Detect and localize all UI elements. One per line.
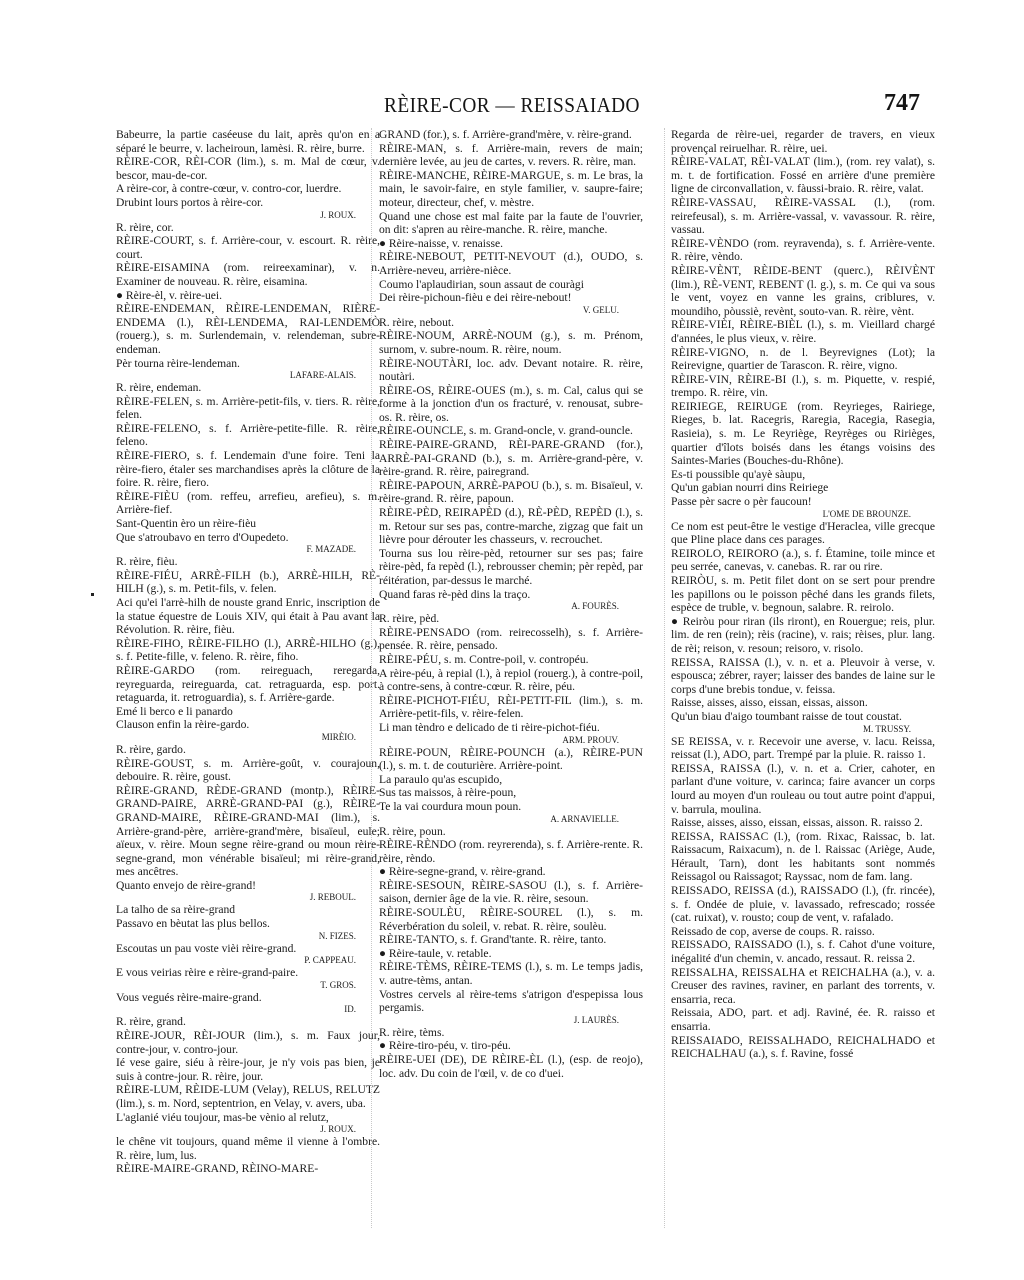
paragraph: R. rèire, endeman. bbox=[116, 381, 202, 395]
paragraph: Que s'atroubavo en terro d'Oupedeto. bbox=[116, 530, 289, 544]
paragraph: Aci qu'ei l'arrè-hilh de nouste grand Enric, inscription de la statue équestre de Louis XIV, qui était à Pau avant la Révolution. R. rèire, fièu. bbox=[116, 596, 380, 637]
paragraph: E vous veirias rèire e rèire-grand-paire. bbox=[116, 966, 299, 980]
paragraph: RÈIRE-NOUM, ARRÈ-NOUM (g.), s. m. Prénom, surnom, v. subre-noum. R. rèire, noum. bbox=[379, 329, 643, 356]
paragraph: RÈIRE-GOUST, s. m. Arrière-goût, v. courajoun, debouire. R. rèire, goust. bbox=[116, 756, 380, 784]
paragraph: RÈIRE-VÈNDO (rom. reyravenda), s. f. Arrière-vente. R. rèire, vèndo. bbox=[671, 236, 935, 264]
paragraph: T. GROS. bbox=[320, 979, 356, 990]
paragraph: Coumo l'aplaudirian, soun assaut de couràgi bbox=[379, 277, 584, 291]
paragraph: RÈIRE-FIERO, s. f. Lendemain d'une foire. Teni la rèire-fiero, étaler ses marchandises après la clôture de la foire. R. rèire, fiero. bbox=[116, 449, 380, 490]
paragraph: REISSADO, REISSA (d.), RAISSADO (l.), (fr. rincée), s. f. Ondée de pluie, v. lavassado, refrescado; rossée (cat. ruixat), v. rousto; coup de vent, v. rafalado. bbox=[671, 884, 935, 925]
paragraph: Ce nom est peut-être le vestige d'Heraclea, ville grecque que Pline place dans ces parages. bbox=[671, 519, 935, 547]
paragraph: RÈIRE-OUNCLE, s. m. Grand-oncle, v. grand-ouncle. bbox=[379, 424, 633, 438]
paragraph: RÈIRE-GARDO (rom. reireguach, reregarda, reyreguarda, reireguarda, cat. retraguarda, esp. port. retaguarda, it. retroguardia), s. f. Arrière-garde. bbox=[116, 663, 380, 705]
paragraph: Sus tas maissos, à rèire-poun, bbox=[379, 786, 517, 800]
paragraph: RÈIRE-PENSADO (rom. reirecosselh), s. f. Arrière-pensée. R. rèire, pensado. bbox=[379, 625, 643, 653]
paragraph: R. rèire, grand. bbox=[116, 1015, 186, 1029]
paragraph: J. LAURÈS. bbox=[573, 1014, 619, 1025]
paragraph: Reissaia, ADO, part. et adj. Raviné, ée. R. raisso et ensarria. bbox=[671, 1006, 935, 1033]
paragraph: N. FIZES. bbox=[318, 930, 356, 941]
paragraph: RÈIRE-VÈNT, RÈIDE-BENT (querc.), RÈIVÈNT (lim.), RÈ-VENT, REBENT (l. g.), s. m. Ce qui va sous le vent, voyez en vanne les grains, criblures, v. moundiho, pòussiè, revènt, souto-van. R. rèire, vènt. bbox=[671, 263, 935, 318]
paragraph: RÈIRE-COURT, s. f. Arrière-cour, v. escourt. R. rèire, court. bbox=[116, 234, 380, 261]
paragraph: RÈIRE-TÈMS, RÈIRE-TEMS (l.), s. m. Le temps jadis, v. autre-tèms, antan. bbox=[379, 960, 643, 988]
paragraph: R. rèire, poun. bbox=[379, 824, 446, 838]
paragraph: ● Rèire-naisse, v. renaisse. bbox=[379, 236, 504, 250]
paragraph: ● Rèire-segne-grand, v. rèire-grand. bbox=[379, 865, 546, 879]
paragraph: A rèire-péu, à repial (l.), à repiol (rouerg.), à contre-poil, à contre-sens, à contre-cœur. R. rèire, péu. bbox=[379, 666, 643, 694]
paragraph: Tourna sus lou rèire-pèd, retourner sur ses pas; faire rèire-pèd, fa repèd (l.), rebrousser chemin; pèr repèd, par réitération, par-dessus le marché. bbox=[379, 546, 643, 587]
column-separator bbox=[664, 128, 666, 1228]
paragraph: REIROLO, REIRORO (a.), s. f. Étamine, toile mince et peu serrée, canevas, v. canebas. R. rar ou rire. bbox=[671, 546, 935, 574]
paragraph: Raisse, aisses, aisso, eissan, eissas, aisson. R. raisso 2. bbox=[671, 816, 923, 830]
paragraph: Escoutas un pau voste vièi rèire-grand. bbox=[116, 941, 297, 955]
paragraph: RÈIRE-JOUR, RÈI-JOUR (lim.), s. m. Faux jour, contre-jour, v. contro-jour. bbox=[116, 1029, 380, 1056]
paragraph: RÈIRE-LUM, RÈIDE-LUM (Velay), RELUS, RELUTZ (lim.), s. m. Nord, septentrion, en Velay, v. avers, uba. bbox=[116, 1083, 380, 1110]
paragraph: RÈIRE-VASSAU, RÈIRE-VASSAL (l.), (rom. reirefeusal), s. m. Arrière-vassal, v. vavassour. R. rèire, vassau. bbox=[671, 195, 935, 237]
paragraph: Quanto envejo de rèire-grand! bbox=[116, 878, 257, 892]
paragraph: RÈIRE-TANTO, s. f. Grand'tante. R. rèire, tanto. bbox=[379, 933, 607, 947]
paragraph: RÈIRE-PÉU, s. m. Contre-poil, v. contropéu. bbox=[379, 652, 589, 666]
paragraph: ARM. PROUV. bbox=[562, 734, 619, 745]
paragraph: L'OME DE BROUNZE. bbox=[822, 508, 911, 519]
paragraph: La paraulo qu'as escupido, bbox=[379, 772, 503, 786]
paragraph: RÈIRE-OS, RÈIRE-OUES (m.), s. m. Cal, calus qui se forme à la jonction d'un os fracturé, v. renousat, subre-os. R. rèire, os. bbox=[379, 383, 643, 424]
paragraph: RÈIRE-FELEN, s. m. Arrière-petit-fils, v. tiers. R. rèire, felen. bbox=[116, 394, 380, 422]
paragraph: Ié vese gaire, siéu à rèire-jour, je n'y vois pas bien, je suis à contre-jour. R. rèire, jour. bbox=[116, 1056, 380, 1083]
paragraph: RÈIRE-GRAND, RÈDE-GRAND (montp.), RÈIRE-GRAND-PAIRE, ARRÈ-GRAND-PAI (g.), RÈIRE-GRAND-MAIRE, RÈIRE-GRAND-MAI (lim.), s. Arrière-grand-père, arrière-grand'mère, bisaïeul, eule; aïeux, v. rèire. Moun segne rèire-grand ou moun rèire-segne-grand, mon vénérable bisaïeul; mi rèire-grand, mes ancêtres. bbox=[116, 783, 380, 879]
paragraph: M. TRUSSY. bbox=[863, 723, 911, 734]
paragraph: RÈIRE-VIÈI, RÈIRE-BIÈL (l.), s. m. Vieillard chargé d'années, le plus vieux, v. rèire. bbox=[671, 318, 935, 345]
column-left bbox=[116, 128, 380, 1176]
paragraph: Es-ti poussible qu'ayè sàupu, bbox=[671, 467, 806, 481]
paragraph: RÈIRE-ENDEMAN, RÈIRE-LENDEMAN, RIÈRE-ENDEMA (l.), RÈI-LENDEMA, RAI-LENDEMÒ (rouerg.), s. m. Surlendemain, v. relendeman, subre-endeman. bbox=[116, 302, 380, 356]
paragraph: Regarda de rèire-uei, regarder de travers, en vieux provençal reiruelhar. R. rèire, uei. bbox=[671, 128, 935, 155]
paragraph: RÈIRE-COR, RÈI-COR (lim.), s. m. Mal de cœur, v. bescor, mau-de-cor. bbox=[116, 155, 380, 182]
page-title: RÈIRE-COR — REISSAIADO bbox=[384, 93, 640, 117]
paragraph: GRAND (for.), s. f. Arrière-grand'mère, v. rèire-grand. bbox=[379, 128, 632, 141]
paragraph: RÈIRE-VIN, RÈIRE-BI (l.), s. m. Piquette, v. respié, trempo. R. rèire, vin. bbox=[671, 372, 935, 400]
paragraph: R. rèire, pèd. bbox=[379, 612, 440, 626]
paragraph: Sant-Quentin èro un rèire-fièu bbox=[116, 517, 257, 531]
paragraph: Raisse, aisses, aisso, eissan, eissas, aisson. bbox=[671, 696, 868, 710]
paragraph: R. rèire, tèms. bbox=[379, 1025, 445, 1039]
paragraph: Passavo en bèutat las plus bellos. bbox=[116, 917, 270, 931]
page-number: 747 bbox=[884, 90, 920, 116]
paragraph: REISSALHA, REISSALHA et REICHALHA (a.), v. a. Creuser des ravines, raviner, en parlant des torrents, v. ensarria, reca. bbox=[671, 965, 935, 1006]
paragraph: R. rèire, nebout. bbox=[379, 315, 455, 329]
paragraph: RÈIRE-NOUTÀRI, loc. adv. Devant notaire. R. rèire, noutàri. bbox=[379, 356, 643, 384]
paragraph: Vous vegués rèire-maire-grand. bbox=[116, 990, 262, 1004]
paragraph: LAFARE-ALAIS. bbox=[289, 370, 356, 381]
paragraph: A. FOURÈS. bbox=[571, 601, 619, 612]
paragraph: J. ROUX. bbox=[320, 209, 356, 220]
paragraph: RÈIRE-NEBOUT, PETIT-NEVOUT (d.), OUDO, s. Arrière-neveu, arrière-nièce. bbox=[379, 250, 643, 277]
paragraph: Vostres cervels al rèire-tems s'atrigon d'espepissa lous pergamis. bbox=[379, 987, 643, 1015]
paragraph: ● Reiròu pour riran (ils riront), en Rouergue; reis, plur. lim. de ren (rein); rèis (racine), v. rais; rèises, plur. lang. de rèi; reison, v. resoun; reisoro, v. risolo. bbox=[671, 614, 935, 655]
paragraph: RÈIRE-VIGNO, n. de l. Beyrevignes (Lot); la Reirevigne, quartier de Tarascon. R. rèire, vigno. bbox=[671, 345, 935, 373]
paragraph: A. ARNAVIELLE. bbox=[550, 813, 619, 824]
paragraph: Quand faras rè-pèd dins la traço. bbox=[379, 587, 531, 601]
paragraph: le chêne vit toujours, quand même il vienne à l'ombre. R. rèire, lum, lus. bbox=[116, 1135, 380, 1162]
column-right bbox=[671, 128, 935, 1061]
paragraph: RÈIRE-PAIRE-GRAND, RÈI-PARE-GRAND (for.), ARRÈ-PAI-GRAND (b.), s. m. Arrière-grand-père, v. rèire-grand. R. rèire, pairegrand. bbox=[379, 438, 643, 479]
paragraph: REIRÒU, s. m. Petit filet dont on se sert pour prendre les papillons ou le poisson pêché dans les grands filets, espèce de truble, v. begnoun, salabre. R. reirolo. bbox=[671, 574, 935, 615]
paragraph: Reissado de cop, averse de coups. R. raisso. bbox=[671, 924, 875, 938]
paragraph: SE REISSA, v. r. Recevoir une averse, v. lacu. Reissa, reissat (l.), ADO, part. Trempé par la pluie. R. raisso 1. bbox=[671, 734, 935, 762]
paragraph: RÈIRE-VALAT, RÈI-VALAT (lim.), (rom. rey valat), s. m. t. de fortification. Fossé en arrière d'une première ligne de circonvallation, v. fàussi-braio. R. rèire, valat. bbox=[671, 155, 935, 196]
paragraph: REISSADO, RAISSADO (l.), s. f. Cahot d'une voiture, inégalité d'un chemin, v. ancado, ressaut. R. reissa 2. bbox=[671, 938, 935, 966]
paragraph: J. ROUX. bbox=[320, 1124, 356, 1135]
paragraph: Drubint lours portos à rèire-cor. bbox=[116, 195, 264, 209]
paragraph: REISSA, RAISSA (l.), v. n. et a. Pleuvoir à verse, v. espousca; zébrer, rayer; laisser des bandes de laine sur le corps d'une brebis tondue, v. feissa. bbox=[671, 655, 935, 696]
paragraph: RÈIRE-MANCHE, RÈIRE-MARGUE, s. m. Le bras, la main, le savoir-faire, en style familier, v. saupre-faire; moteur, directeur, chef, v. mèstre. bbox=[379, 168, 643, 209]
paragraph: F. MAZADE. bbox=[306, 544, 356, 555]
paragraph: RÈIRE-FELENO, s. f. Arrière-petite-fille. R. rèire, feleno. bbox=[116, 421, 380, 449]
paragraph: Qu'un biau d'aigo toumbant raisse de tout coustat. bbox=[671, 709, 902, 723]
paragraph: R. rèire, cor. bbox=[116, 220, 174, 234]
paragraph: RÈIRE-FIÈU (rom. reffeu, arrefieu, arefieu), s. m. Arrière-fief. bbox=[116, 489, 380, 517]
paragraph: RÈIRE-SOULÈU, RÈIRE-SOUREL (l.), s. m. Réverbération du soleil, v. rebat. R. rèire, soulèu. bbox=[379, 906, 643, 933]
column-separator bbox=[371, 128, 373, 1228]
paragraph: REISSA, RAISSA (l.), v. n. et a. Crier, cahoter, en parlant d'une voiture, v. carinca; faire avancer un corps lourd au moyen d'un rouleau ou tout autre point d'appui, v. barrula, moulina. bbox=[671, 761, 935, 816]
paragraph: Quand une chose est mal faite par la faute de l'ouvrier, on dit: s'apren au rèire-manche. R. rèire, manche. bbox=[379, 209, 643, 237]
paragraph: Li man tèndro e delicado de ti rèire-pichot-fiéu. bbox=[379, 720, 600, 734]
paragraph: RÈIRE-MAIRE-GRAND, RÈINO-MARE- bbox=[116, 1162, 319, 1176]
paragraph: Te la vai courdura moun poun. bbox=[379, 799, 522, 813]
column-middle bbox=[379, 128, 643, 1080]
print-speck bbox=[91, 593, 94, 596]
paragraph: RÈIRE-RÈNDO (rom. reyrerenda), s. f. Arrière-rente. R. rèire, rèndo. bbox=[379, 838, 643, 865]
paragraph: Pèr tourna rèire-lendeman. bbox=[116, 356, 240, 370]
paragraph: ● Rèire-tiro-péu, v. tiro-péu. bbox=[379, 1039, 511, 1053]
paragraph: RÈIRE-PAPOUN, ARRÈ-PAPOU (b.), s. m. Bisaïeul, v. rèire-grand. R. rèire, papoun. bbox=[379, 478, 643, 506]
paragraph: Clauson enfin la rèire-gardo. bbox=[116, 718, 250, 732]
paragraph: REISSA, RAISSAC (l.), (rom. Rixac, Raissac, b. lat. Raissacum, Raixacum), n. de l. Raissac (Ariège, Aude, Hérault, Tarn), dont les habitants sont nommés Reissagol ou Raissagot; Rayssac, nom de fam. lang. bbox=[671, 829, 935, 884]
paragraph: ID. bbox=[344, 1004, 356, 1015]
paragraph: RÈIRE-FIHO, RÈIRE-FILHO (l.), ARRÈ-HILHO (g.), s. f. Petite-fille, v. feleno. R. rèire, fiho. bbox=[116, 636, 380, 664]
paragraph: R. rèire, gardo. bbox=[116, 742, 186, 756]
paragraph: R. rèire, fièu. bbox=[116, 555, 178, 569]
paragraph: Emé li berco e li panardo bbox=[116, 704, 233, 718]
paragraph: La talho de sa rèire-grand bbox=[116, 903, 236, 917]
paragraph: RÈIRE-SESOUN, RÈIRE-SASOU (l.), s. f. Arrière-saison, dernier âge de la vie. R. rèire, sesoun. bbox=[379, 878, 643, 906]
paragraph: RÈIRE-POUN, RÈIRE-POUNCH (a.), RÈIRE-PUN (l.), s. m. t. de couturière. Arrière-point. bbox=[379, 745, 643, 773]
paragraph: J. REBOUL. bbox=[309, 892, 356, 903]
paragraph: P. CAPPEAU. bbox=[304, 955, 356, 966]
paragraph: MIRÈIO. bbox=[321, 731, 356, 742]
paragraph: Passe pèr sacre o pèr faucoun! bbox=[671, 495, 812, 509]
paragraph: Qu'un gabian nourri dins Reiriege bbox=[671, 481, 829, 495]
paragraph: RÈIRE-MAN, s. f. Arrière-main, revers de main; dernière levée, au jeu de cartes, v. revers. R. rèire, man. bbox=[379, 141, 643, 169]
paragraph: ● Rèire-èl, v. rèire-uei. bbox=[116, 288, 223, 302]
paragraph: REIRIEGE, REIRUGE (rom. Reyrieges, Rairiege, Rieges, b. lat. Racegris, Raregia, Racegia, Rasegia, Rasieia), s. m. Le Reyriège, Reyrèges ou Ririèges, quartier d'îlots boisés dans les étangs voisins des Saintes-Maries (Bouches-du-Rhône). bbox=[671, 399, 935, 468]
paragraph: V. GELU. bbox=[582, 304, 619, 315]
paragraph: RÈIRE-FIÉU, ARRÈ-FILH (b.), ARRÈ-HILH, RÈ-HILH (g.), s. m. Petit-fils, v. felen. bbox=[116, 568, 380, 596]
paragraph: ● Rèire-taule, v. retable. bbox=[379, 946, 492, 960]
paragraph: A rèire-cor, à contre-cœur, v. contro-cor, luerdre. bbox=[116, 182, 342, 196]
paragraph: RÈIRE-UEI (DE), DE RÈIRE-ÈL (l.), (esp. de reojo), loc. adv. Du coin de l'œil, v. de co d'uei. bbox=[379, 1053, 643, 1080]
paragraph: RÈIRE-EISAMINA (rom. reireexaminar), v. n. Examiner de nouveau. R. rèire, eisamina. bbox=[116, 261, 380, 288]
paragraph: Babeurre, la partie caséeuse du lait, après qu'on en a séparé le beurre, v. lacheiroun, lamèsi. R. rèire, burre. bbox=[116, 128, 380, 155]
paragraph: REISSAIADO, REISSALHADO, REICHALHADO et REICHALHAU (a.), s. f. Ravine, fossé bbox=[671, 1033, 935, 1061]
paragraph: L'aglanié viéu toujour, mas-be vènio al relutz, bbox=[116, 1110, 329, 1124]
paragraph: RÈIRE-PÈD, REIRAPÈD (d.), RÈ-PÈD, REPÈD (l.), s. m. Retour sur ses pas, contre-marche, zigzag que fait un lièvre pour dérouter les chasseurs, v. recrouchet. bbox=[379, 506, 643, 547]
paragraph: RÈIRE-PICHOT-FIÉU, RÈI-PETIT-FIL (lim.), s. m. Arrière-petit-fils, v. rèire-felen. bbox=[379, 693, 643, 721]
paragraph: Dei rèire-pichoun-fièu e dei rèire-nebout! bbox=[379, 291, 572, 305]
